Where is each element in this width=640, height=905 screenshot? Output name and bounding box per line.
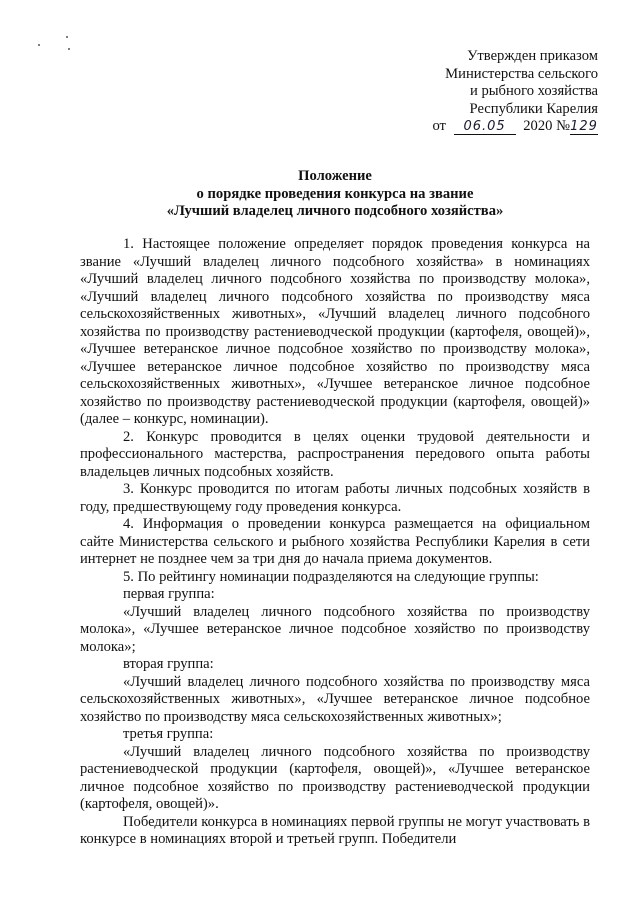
handwritten-date: 06.05: [454, 120, 516, 135]
paragraph: «Лучший владелец личного подсобного хозяйства по производству молока», «Лучшее ветеранское личное подсобное хозяйство по производству молока»;: [80, 603, 590, 655]
paragraph: Победители конкурса в номинациях первой группы не могут участвовать в конкурсе в номинациях второй и третьей групп. Победители: [80, 813, 590, 847]
document-title: [80, 168, 590, 221]
paragraph: 3. Конкурс проводится по итогам работы личных подсобных хозяйств в году, предшествующему году проведения конкурса.: [80, 481, 590, 515]
paragraph: 5. По рейтингу номинации подразделяются на следующие группы:: [123, 568, 539, 585]
paragraph: 2. Конкурс проводится в целях оценки трудовой деятельности и профессионального мастерства, распространения передового опыта работы владельцев личных подсобных хозяйств.: [80, 428, 590, 480]
date-prefix: от: [432, 118, 446, 134]
title-line: «Лучший владелец личного подсобного хозяйства»: [166, 203, 504, 219]
approval-line: Республики Карелия: [469, 100, 598, 117]
group-heading: третья группа:: [123, 726, 214, 742]
group-heading: первая группа:: [123, 586, 215, 602]
title-line: Положение: [298, 168, 372, 184]
approval-stamp: [400, 48, 598, 136]
paragraph: «Лучший владелец личного подсобного хозяйства по производству мяса сельскохозяйственных животных», «Лучшее ветеранское личное подсобное хозяйство по производству мяса сельскохозяйственных животных»;: [80, 673, 590, 725]
approval-line: и рыбного хозяйства: [469, 83, 598, 99]
group-heading: вторая группа:: [123, 656, 214, 672]
paragraph: 4. Информация о проведении конкурса размещается на официальном сайте Министерства сельского и рыбного хозяйства Республики Карелия в сети интернет не позднее чем за три дня до начала приема документов.: [80, 516, 590, 567]
year-number-label: 2020 №: [523, 118, 570, 134]
approval-line: Утвержден приказом: [467, 48, 598, 64]
handwritten-order-number: 129: [570, 119, 598, 134]
paragraph: 1. Настоящее положение определяет порядок проведения конкурса на звание «Лучший владелец личного подсобного хозяйства» в номинациях «Лучший владелец личного подсобного хозяйства по производству молока», «Лучший владелец личного подсобного хозяйства по производству мяса сельскохозяйственных животных», «Лучший владелец личного подсобного хозяйства по производству растениеводческой продукции (картофеля, овощей)», «Лучшее ветеранское личное подсобное хозяйство по производству молока», «Лучшее ветеранское личное подсобное хозяйство по производству мяса сельскохозяйственных животных», «Лучшее ветеранское личное подсобное хозяйство по производству растениеводческой продукции (картофеля, овощей)» (далее – конкурс, номинации).: [80, 236, 590, 427]
title-line: о порядке проведения конкурса на звание: [196, 185, 474, 202]
document-body: [80, 236, 590, 849]
approval-line: Министерства сельского: [445, 65, 598, 82]
paragraph: «Лучший владелец личного подсобного хозяйства по производству растениеводческой продукции (картофеля, овощей)», «Лучшее ветеранское личное подсобное хозяйство по производству растениеводческой продукции (картофеля, овощей)».: [80, 743, 590, 812]
approval-date-line: [400, 118, 598, 136]
